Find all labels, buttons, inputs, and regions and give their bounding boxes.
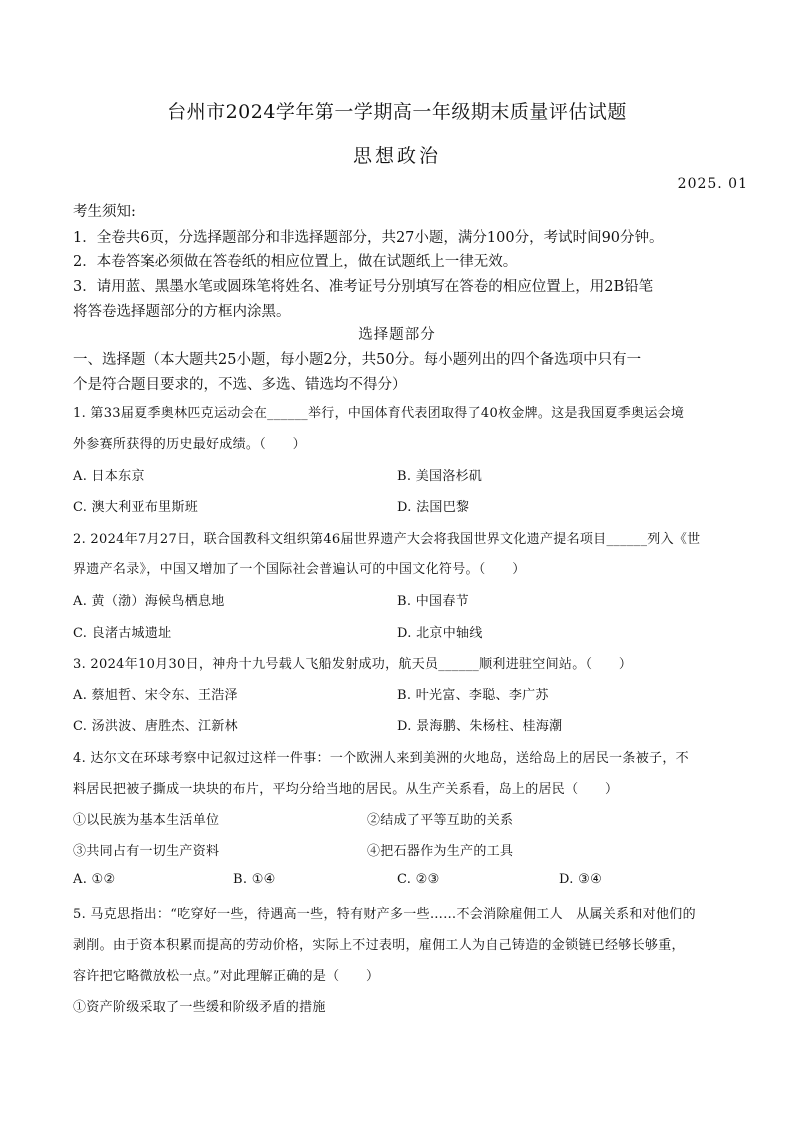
q5-stem-line2: 剥削。由于资本积累而提高的劳动价格，实际上不过表明，雇佣工人为自己铸造的金锁链已经够长够重， [73,938,685,953]
section-instruction-2: 个是符合题目要求的，不选、多选、错选均不得分） [73,377,407,393]
q2-stem-line2: 界遗产名录》，中国又增加了一个国际社会普遍认可的中国文化符号。（ ） [73,562,526,577]
q3-option-a: A. 蔡旭哲、宋令东、王浩泽 [73,688,238,703]
section-instruction-1: 一、选择题（本大题共25小题，每小题2分，共50分。每小题列出的四个备选项中只有一 [73,352,642,368]
q1-option-a: A. 日本东京 [73,469,145,484]
notice-item-1: 1．全卷共6页，分选择题部分和非选择题部分，共27小题，满分100分，考试时间90分钟。 [73,230,664,246]
q2-option-a: A. 黄（渤）海候鸟栖息地 [73,594,225,609]
notice-item-2: 2．本卷答案必须做在答卷纸的相应位置上，做在试题纸上一律无效。 [73,254,518,270]
q4-statement-2: ②结成了平等互助的关系 [367,813,514,828]
q4-stem-line2: 料居民把被子撕成一块块的布片，平均分给当地的居民。从生产关系看，岛上的居民（ ） [73,782,619,797]
subject-title: 思想政治 [352,145,441,167]
notice-heading: 考生须知: [73,204,136,220]
q5-statement-1: ①资产阶级采取了一些缓和阶级矛盾的措施 [73,1000,326,1015]
q1-stem-line1: 1. 第33届夏季奥林匹克运动会在______举行，中国体育代表团取得了40枚金牌。这是我国夏季奥运会境 [73,406,685,421]
q2-option-b: B. 中国春节 [397,594,469,609]
q4-stem-line1: 4. 达尔文在环球考察中记叙过这样一件事：一个欧洲人来到美洲的火地岛，送给岛上的居民一条被子，不 [73,751,689,766]
q3-option-b: B. 叶光富、李聪、李广苏 [397,688,549,703]
notice-item-3: 3．请用蓝、黑墨水笔或圆珠笔将姓名、准考证号分别填写在答卷的相应位置上，用2B铅笔 [73,279,654,295]
q4-statement-4: ④把石器作为生产的工具 [367,844,514,859]
q3-option-d: D. 景海鹏、朱杨柱、桂海潮 [397,719,563,734]
q4-option-b: B. ①④ [233,872,276,887]
q4-option-a: A. ①② [73,872,116,887]
q4-statement-1: ①以民族为基本生活单位 [73,813,220,828]
q1-option-c: C. 澳大利亚布里斯班 [73,500,199,515]
exam-date: 2025. 01 [677,176,748,192]
q2-option-d: D. 北京中轴线 [397,626,483,641]
exam-title: 台州市2024学年第一学期高一年级期末质量评估试题 [167,101,627,123]
section-title: 选择题部分 [358,327,436,343]
q2-option-c: C. 良渚古城遗址 [73,626,172,641]
q5-stem-line1: 5. 马克思指出：“吃穿好一些，待遇高一些，特有财产多一些……不会消除雇佣工人 从属关系和对他们的 [73,907,696,922]
q1-option-d: D. 法国巴黎 [397,500,470,515]
q2-stem-line1: 2. 2024年7月27日，联合国教科文组织第46届世界遗产大会将我国世界文化遗产提名项目______列入《世 [73,532,701,547]
q1-stem-line2: 外参赛所获得的历史最好成绩。（ ） [73,437,306,452]
q3-stem-line1: 3. 2024年10月30日，神舟十九号载人飞船发射成功，航天员______顺利进驻空间站。（ ） [73,657,633,672]
q3-option-c: C. 汤洪波、唐胜杰、江新林 [73,719,238,734]
q4-option-d: D. ③④ [559,872,603,887]
q4-option-c: C. ②③ [397,872,440,887]
q4-statement-3: ③共同占有一切生产资料 [73,844,220,859]
q1-option-b: B. 美国洛杉矶 [397,469,483,484]
notice-item-3-cont: 将答卷选择题部分的方框内涂黑。 [73,304,291,320]
q5-stem-line3: 容许把它略微放松一点。”对此理解正确的是（ ） [73,969,380,984]
